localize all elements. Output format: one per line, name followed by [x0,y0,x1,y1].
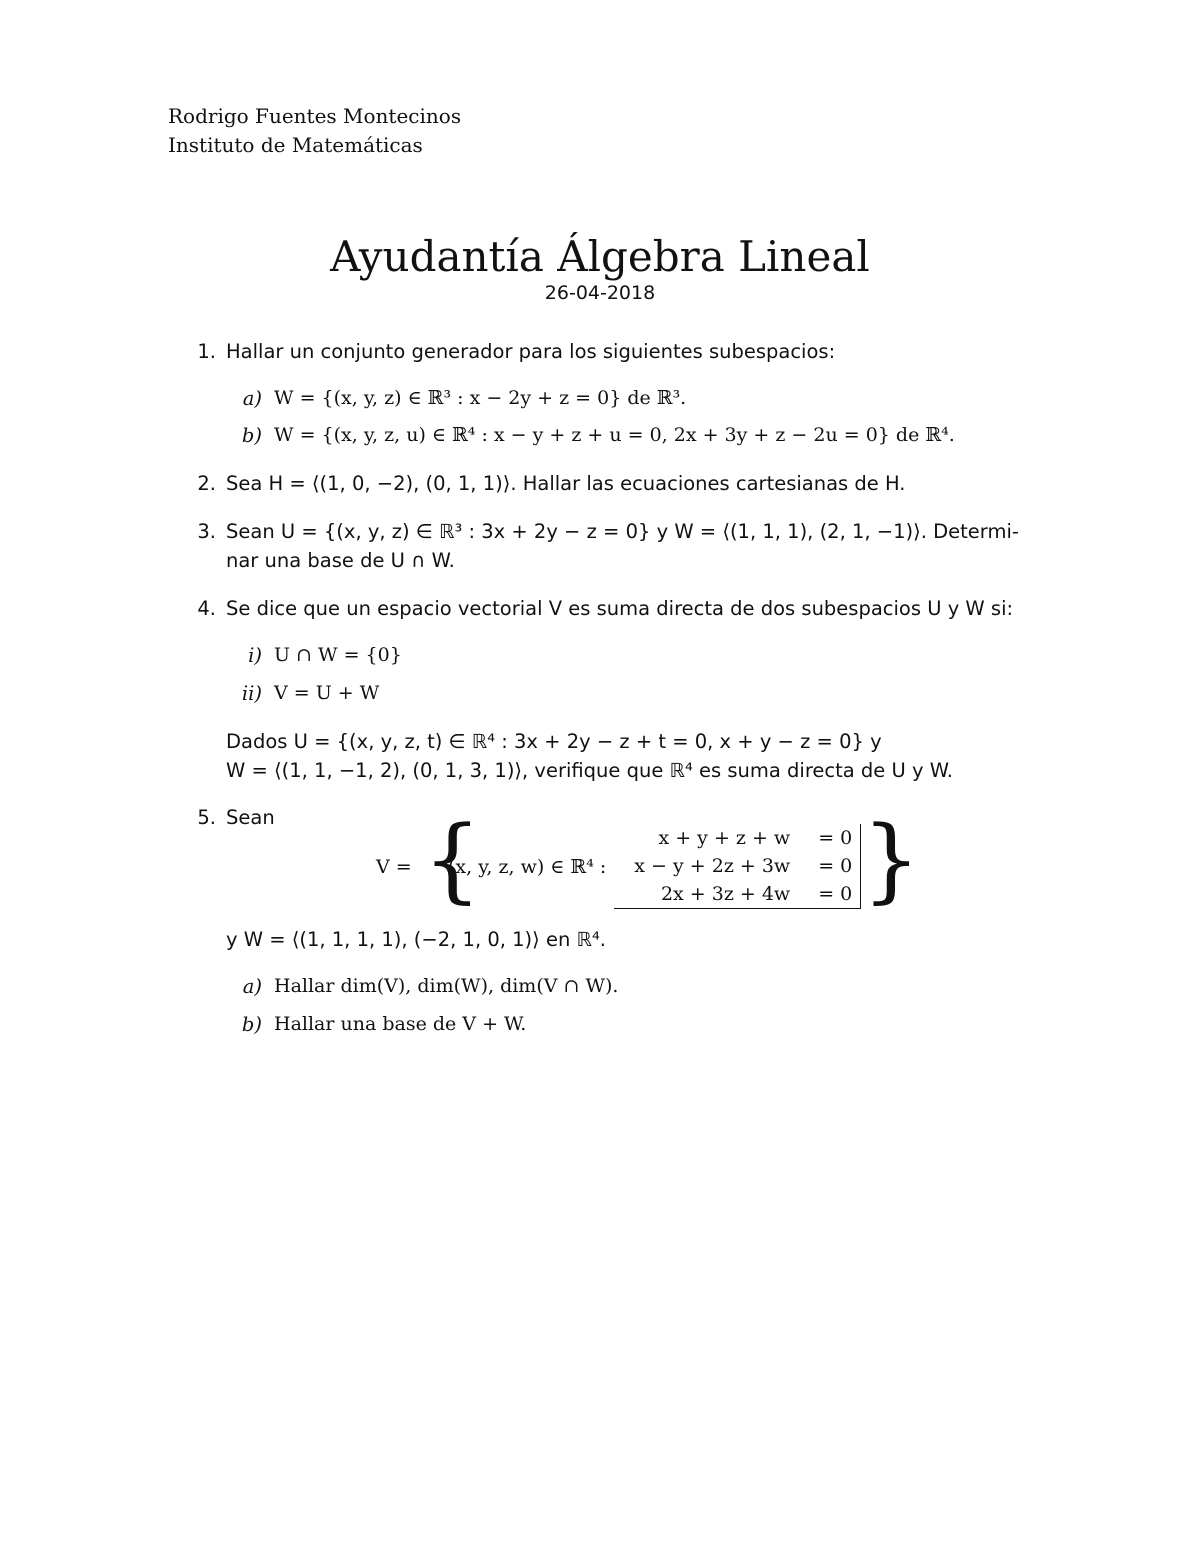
left-brace-icon: { [423,806,482,913]
system-rhs: = 0 [818,827,853,849]
problem-4-number: 4. [197,597,216,620]
author-name: Rodrigo Fuentes Montecinos [168,104,462,128]
problem-3-line1: Sean U = {(x, y, z) ∈ ℝ³ : 3x + 2y − z = 0} y W = ⟨(1, 1, 1), (2, 1, −1)⟩. Determi- [226,520,1019,543]
problem-5-after: y W = ⟨(1, 1, 1, 1), (−2, 1, 0, 1)⟩ en ℝ⁴. [226,928,606,951]
problem-1a-label: a) [242,387,262,410]
problem-4-line1: Dados U = {(x, y, z, t) ∈ ℝ⁴ : 3x + 2y − z + t = 0, x + y − z = 0} y [226,730,882,753]
problem-5b-text: Hallar una base de V + W. [274,1013,527,1035]
problem-1-number: 1. [197,340,216,363]
set-prefix: V = [376,856,412,878]
problem-4ii-label: ii) [241,682,262,705]
problem-4-line2: W = ⟨(1, 1, −1, 2), (0, 1, 3, 1)⟩, verifique que ℝ⁴ es suma directa de U y W. [226,759,953,782]
system-rhs: = 0 [818,883,853,905]
system-lhs: x − y + 2z + 3w [634,855,791,877]
problem-4ii-text: V = U + W [274,682,380,704]
problem-3-number: 3. [197,520,216,543]
problem-5b-label: b) [241,1013,262,1036]
system-row [614,852,860,880]
set-element: (x, y, z, w) ∈ ℝ⁴ : [448,856,607,878]
system-lhs: 2x + 3z + 4w [660,883,791,905]
problem-2-number: 2. [197,472,216,495]
problem-1a-text: W = {(x, y, z) ∈ ℝ³ : x − 2y + z = 0} de ℝ³. [274,387,687,409]
problem-2-text: Sea H = ⟨(1, 0, −2), (0, 1, 1)⟩. Hallar las ecuaciones cartesianas de H. [226,472,906,495]
problem-5-text: Sean [226,806,275,829]
problem-5-number: 5. [197,806,216,829]
system-row [614,824,860,852]
system-row [614,880,860,908]
problem-4-text: Se dice que un espacio vectorial V es suma directa de dos subespacios U y W si: [226,597,1014,620]
document-date: 26-04-2018 [544,282,656,304]
document-title: Ayudantía Álgebra Lineal [330,232,870,281]
problem-5a-label: a) [242,975,262,998]
problem-5a-text: Hallar dim(V), dim(W), dim(V ∩ W). [274,975,619,997]
system-rhs: = 0 [818,855,853,877]
right-brace-icon: } [862,806,921,913]
institution-name: Instituto de Matemáticas [168,133,423,157]
system-lhs: x + y + z + w [658,827,791,849]
problem-4i-label: i) [248,644,262,667]
problem-1-text: Hallar un conjunto generador para los siguientes subespacios: [226,340,836,363]
problem-1b-label: b) [241,424,262,447]
equation-system [614,824,861,909]
problem-1b-text: W = {(x, y, z, u) ∈ ℝ⁴ : x − y + z + u = 0, 2x + 3y + z − 2u = 0} de ℝ⁴. [274,424,955,446]
problem-3-line2: nar una base de U ∩ W. [226,549,455,572]
problem-4i-text: U ∩ W = {0} [274,644,402,666]
